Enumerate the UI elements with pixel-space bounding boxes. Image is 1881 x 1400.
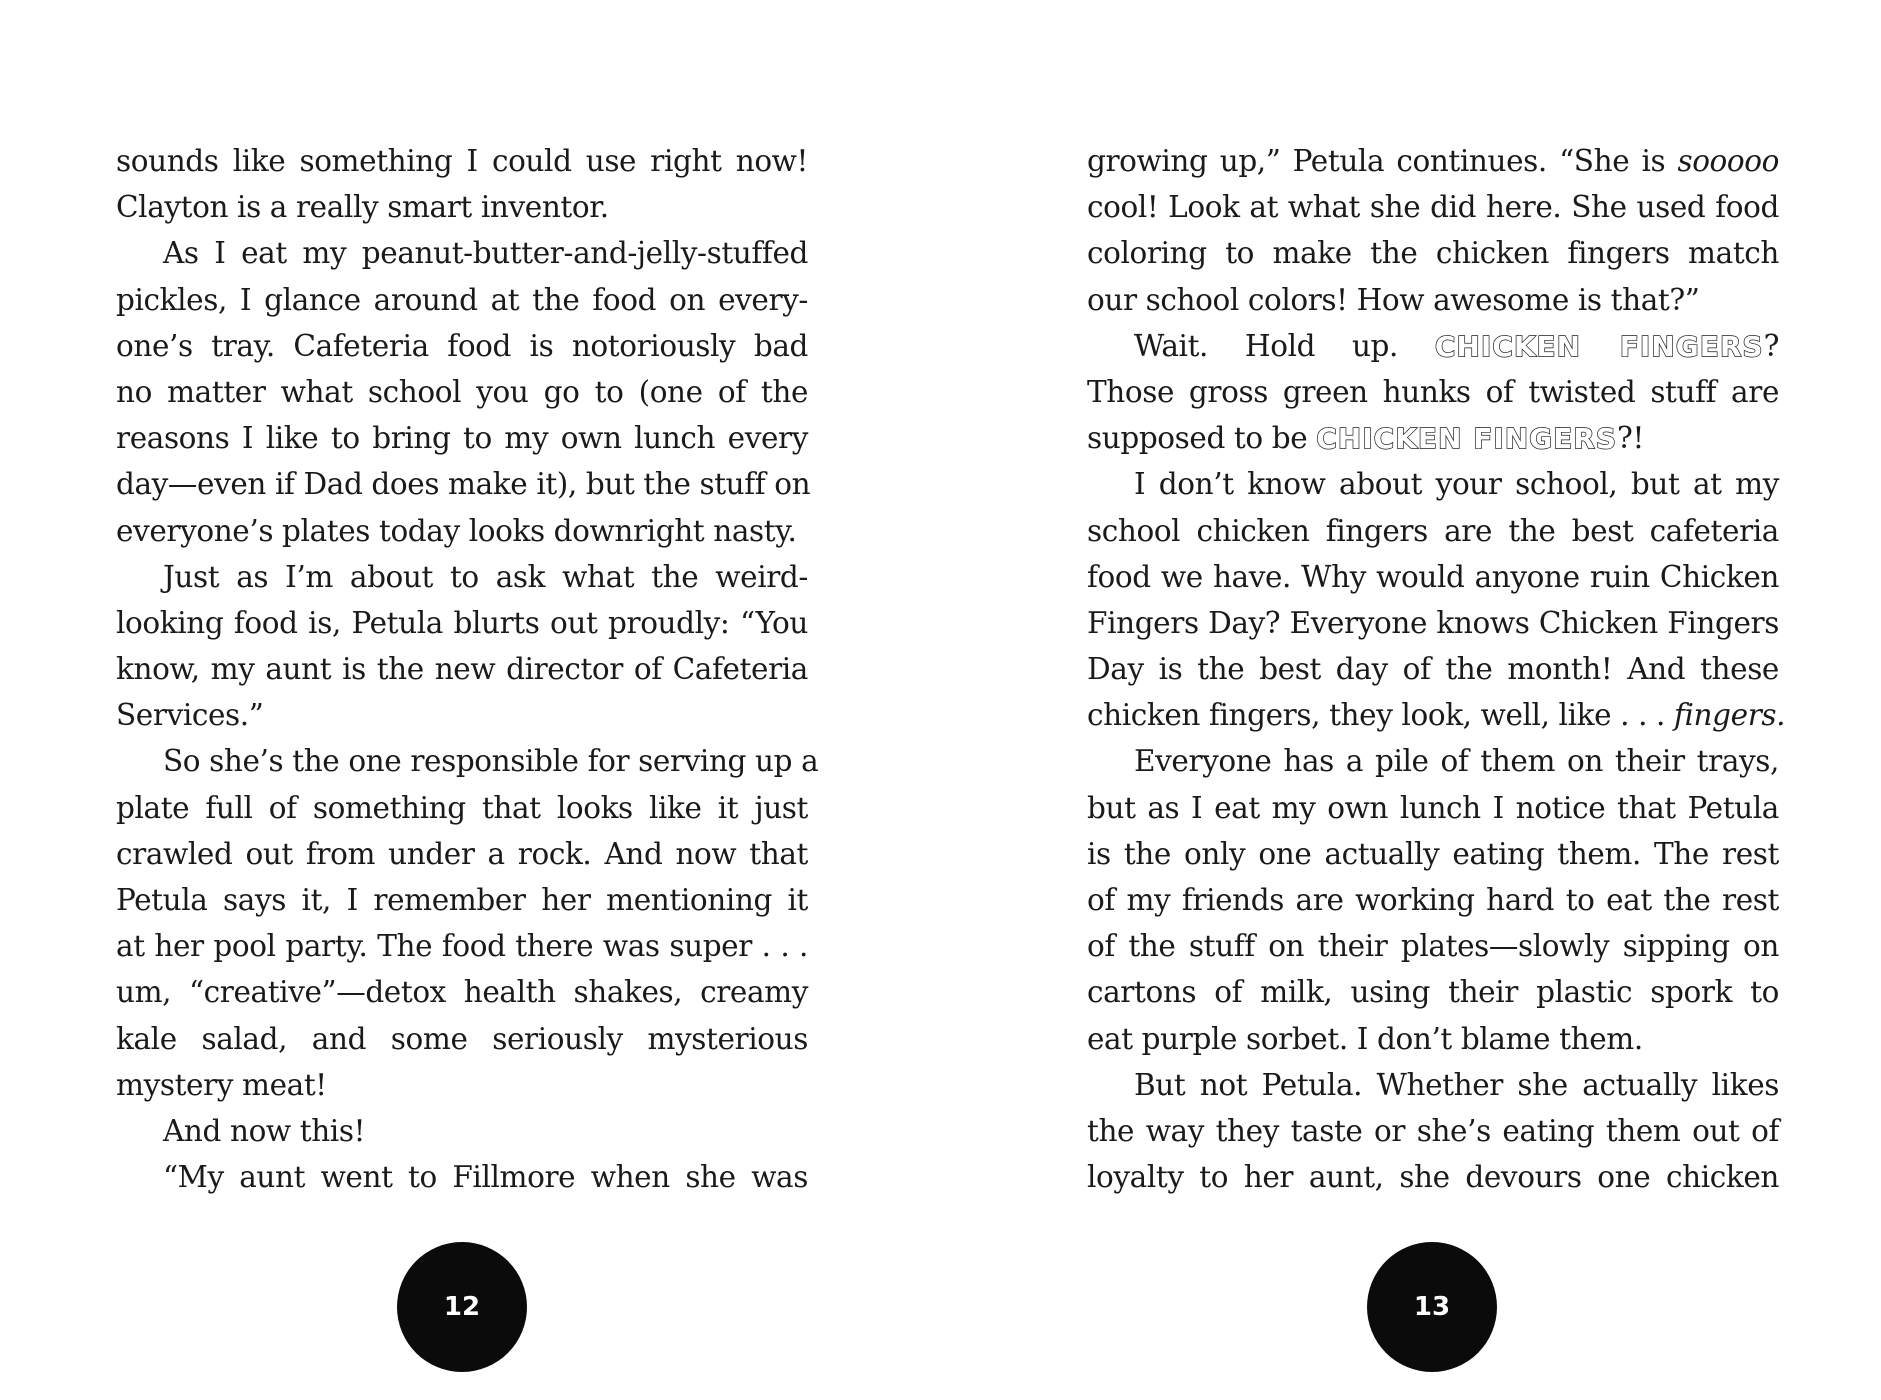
text-line: school chicken fingers are the best cafeteria <box>1087 513 1779 548</box>
text-line: of the stuff on their plates—slowly sipping on <box>1087 929 1779 964</box>
text-line: Services.” <box>116 698 264 733</box>
text-line <box>1087 415 1779 461</box>
emphasis-text: fingers. <box>1674 698 1786 733</box>
text-line <box>1087 138 1779 184</box>
text-line: reasons I like to bring to my own lunch every <box>116 421 808 456</box>
text-line: Clayton is a really smart inventor. <box>116 190 609 225</box>
text-line: um, “creative”—detox health shakes, creamy <box>116 975 808 1010</box>
page-number-badge-right <box>1367 1242 1497 1372</box>
text-line: Fingers Day? Everyone knows Chicken Fingers <box>1087 605 1779 640</box>
text-line: of my friends are working hard to eat the rest <box>1087 883 1779 917</box>
text-line: And now this! <box>163 1113 366 1148</box>
text-line: but as I eat my own lunch I notice that Petula <box>1087 790 1779 825</box>
text-line: So she’s the one responsible for serving up a <box>163 744 819 779</box>
left-page <box>0 0 940 1400</box>
page-number-badge-left <box>397 1242 527 1372</box>
text-line: cartons of milk, using their plastic spork to <box>1087 975 1779 1010</box>
page-number-right: 13 <box>1413 1292 1451 1322</box>
text-line: day—even if Dad does make it), but the stuff on <box>116 467 811 502</box>
text-line: everyone’s plates today looks downright nasty. <box>116 513 797 548</box>
line-text: growing up,” Petula continues. “She is <box>1087 144 1678 178</box>
text-line: at her pool party. The food there was super . . . <box>116 929 808 964</box>
text-line: Day is the best day of the month! And these <box>1087 652 1779 687</box>
display-text: CHICKEN FINGERS <box>1434 329 1764 363</box>
text-line <box>1087 692 1786 738</box>
display-text: CHICKEN FINGERS <box>1316 422 1618 456</box>
text-line: no matter what school you go to (one of the <box>116 374 808 409</box>
text-line: our school colors! How awesome is that?” <box>1087 282 1700 317</box>
text-line: eat purple sorbet. I don’t blame them. <box>1087 1021 1643 1056</box>
text-line: crawled out from under a rock. And now that <box>116 836 808 871</box>
text-line: Just as I’m about to ask what the weird- <box>163 559 808 594</box>
text-line: I don’t know about your school, but at my <box>1134 467 1779 502</box>
text-line: As I eat my peanut-butter-and-jelly-stuffed <box>163 236 808 271</box>
text-line: looking food is, Petula blurts out proudly: “You <box>116 605 808 640</box>
text-line: loyalty to her aunt, she devours one chicken <box>1087 1160 1779 1195</box>
emphasis-text: sooooo <box>1677 144 1779 178</box>
text-line: Petula says it, I remember her mentioning it <box>116 883 808 917</box>
text-line: food we have. Why would anyone ruin Chicken <box>1087 559 1779 594</box>
text-line: Everyone has a pile of them on their trays, <box>1134 744 1779 779</box>
text-line: plate full of something that looks like it just <box>116 790 808 825</box>
text-line: coloring to make the chicken fingers match <box>1087 236 1779 271</box>
text-line: is the only one actually eating them. The rest <box>1087 836 1779 871</box>
text-line: mystery meat! <box>116 1067 327 1102</box>
text-line: the way they taste or she’s eating them out of <box>1087 1113 1779 1148</box>
page-number-left: 12 <box>443 1292 481 1322</box>
left-page-text <box>116 138 819 1200</box>
text-line: kale salad, and some seriously mysterious <box>116 1021 808 1056</box>
text-line: But not Petula. Whether she actually likes <box>1134 1067 1779 1102</box>
line-text: Wait. Hold up. <box>1134 328 1435 363</box>
line-text: ?! <box>1617 421 1644 456</box>
text-line: pickles, I glance around at the food on every- <box>116 282 808 317</box>
text-line: Those gross green hunks of twisted stuff are <box>1087 374 1779 409</box>
text-line: sounds like something I could use right now! <box>116 144 808 178</box>
text-line: cool! Look at what she did here. She used food <box>1087 190 1779 225</box>
text-line: know, my aunt is the new director of Cafeteria <box>116 652 808 687</box>
right-page <box>940 0 1881 1400</box>
line-text: supposed to be <box>1087 421 1317 456</box>
text-line <box>1087 323 1779 369</box>
text-line: “My aunt went to Fillmore when she was <box>163 1160 808 1195</box>
line-text: chicken fingers, they look, well, like . . . <box>1087 698 1674 733</box>
right-page-text <box>1087 138 1786 1200</box>
text-line: one’s tray. Cafeteria food is notoriously bad <box>116 328 808 363</box>
line-text: ? <box>1763 328 1779 363</box>
